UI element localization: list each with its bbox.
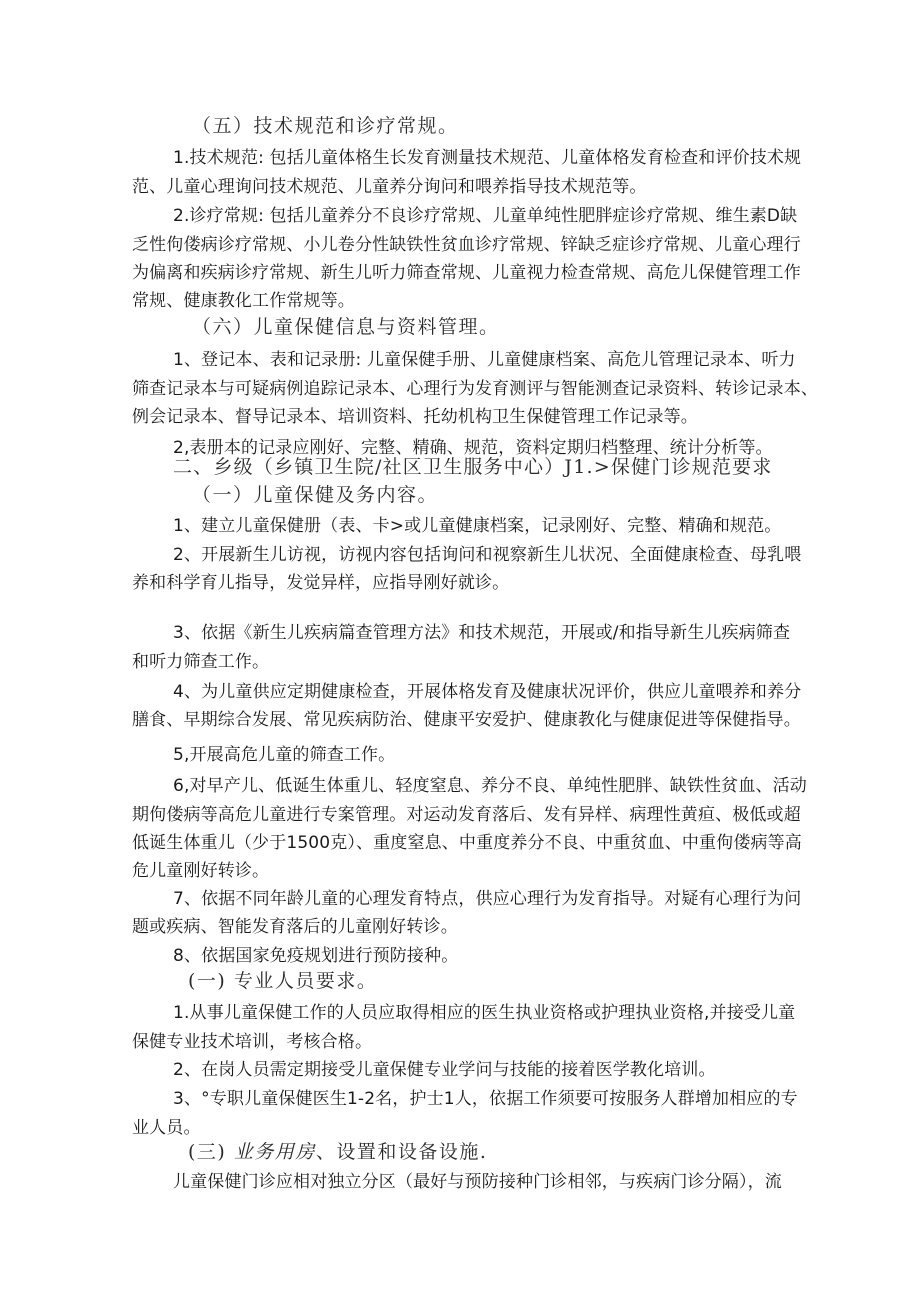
paragraph-line: 5,开展高危儿童的筛查工作。 bbox=[173, 745, 396, 765]
heading-italic-text: 业务用房 bbox=[233, 1141, 316, 1163]
paragraph-line: 儿童保健门诊应相对独立分区（最好与预防接种门诊相邻，与疾病门诊分隔），流 bbox=[173, 1172, 782, 1192]
section-heading: (一) 专业人员要求。 bbox=[188, 970, 378, 992]
paragraph-line: 8、依据国家免疫规划进行预防接种。 bbox=[173, 946, 459, 966]
paragraph-line: 业人员。 bbox=[132, 1118, 201, 1138]
paragraph-line: 为偏离和疾病诊疗常规、新生儿听力筛查常规、儿童视力检查常规、高危儿保健管理工作 bbox=[132, 263, 801, 283]
paragraph-line: 期佝偻病等高危儿童进行专案管理。对运动发育落后、发有异样、病理性黄疸、极低或超 bbox=[132, 805, 801, 825]
paragraph-line: 例会记录本、督导记录本、培训资料、托幼机构卫生保健管理工作记录等。 bbox=[132, 407, 698, 427]
paragraph-line: 和听力筛查工作。 bbox=[132, 652, 270, 672]
paragraph-line: 6,对早产儿、低诞生体重儿、轻度窒息、养分不良、单纯性肥胖、缺铁性贫血、活动 bbox=[173, 776, 807, 796]
paragraph-line: 4、为儿童供应定期健康检查，开展体格发育及健康状况评价，供应儿童喂养和养分 bbox=[173, 682, 802, 702]
section-heading: （一）儿童保健及务内容。 bbox=[192, 484, 439, 506]
paragraph-line: 范、儿童心理询问技术规范、儿童养分询问和喂养指导技术规范等。 bbox=[132, 177, 647, 197]
paragraph-line: 1.技术规范: 包括儿童体格生长发育测量技术规范、儿童体格发育检查和评价技术规 bbox=[173, 148, 802, 168]
paragraph-line: 常规、健康教化工作常规等。 bbox=[132, 291, 355, 311]
paragraph-line: 保健专业技术培训，考核合格。 bbox=[132, 1032, 373, 1052]
paragraph-line: 7、依据不同年龄儿童的心理发育特点，供应心理行为发育指导。对疑有心理行为问 bbox=[173, 889, 802, 909]
paragraph-line: 2,表册本的记录应刚好、完整、精确、规范，资料定期归档整理、统计分析等。 bbox=[173, 438, 773, 458]
paragraph-line: 2、在岗人员需定期接受儿童保健专业学问与技能的接着医学教化培训。 bbox=[173, 1060, 716, 1080]
section-heading: （六）儿童保健信息与资料管理。 bbox=[192, 316, 500, 338]
paragraph-line: 低诞生体重儿（少于1500克）、重度窒息、中重度养分不良、中重贫血、中重佝偻病等高 bbox=[132, 833, 802, 853]
paragraph-line: 3、依据《新生儿疾病篇查管理方法》和技术规范，开展或/和指导新生儿疾病筛查 bbox=[173, 623, 791, 643]
paragraph-line: 1、登记本、表和记录册: 儿童保健手册、儿童健康档案、高危儿管理记录本、听力 bbox=[173, 350, 796, 370]
paragraph-line: 1.从事儿童保健工作的人员应取得相应的医生执业资格或护理执业资格,并接受儿童 bbox=[173, 1003, 796, 1023]
section-heading bbox=[188, 1140, 850, 1164]
chapter-heading: 二、乡级（乡镇卫生院/社区卫生服务中心）J1.>保健门诊规范要求 bbox=[173, 456, 773, 478]
paragraph-line: 养和科学育儿指导，发觉异样，应指导刚好就诊。 bbox=[132, 573, 510, 593]
paragraph-line: 2.诊疗常规: 包括儿童养分不良诊疗常规、儿童单纯性肥胖症诊疗常规、维生素D缺 bbox=[173, 206, 798, 226]
paragraph-line: 2、开展新生儿访视，访视内容包括询问和视察新生儿状况、全面健康检查、母乳喂 bbox=[173, 545, 802, 565]
paragraph-line: 筛查记录本与可疑病例追踪记录本、心理行为发育测评与智能测查记录资料、转诊记录本、 bbox=[132, 379, 818, 399]
paragraph-line: 3、°专职儿童保健医生1-2名，护士1人，依据工作须要可按服务人群增加相应的专 bbox=[173, 1089, 798, 1109]
heading-number: (三) bbox=[188, 1141, 234, 1163]
paragraph-line: 题或疾病、智能发育落后的儿童刚好转诊。 bbox=[132, 917, 458, 937]
paragraph-line: 1、建立儿童保健册（表、卡>或儿童健康档案，记录刚好、完整、精确和规范。 bbox=[173, 516, 782, 536]
paragraph-line: 乏性佝偻病诊疗常规、小儿卷分性缺铁性贫血诊疗常规、锌缺乏症诊疗常规、儿童心理行 bbox=[132, 235, 801, 255]
paragraph-line: 危儿童刚好转诊。 bbox=[132, 861, 270, 881]
paragraph-line: 膳食、早期综合发展、常见疾病防治、健康平安爱护、健康教化与健康促进等保健指导。 bbox=[132, 710, 801, 730]
heading-text: 、设置和设备设施. bbox=[315, 1141, 488, 1163]
section-heading: （五）技术规范和诊疗常规。 bbox=[192, 115, 459, 137]
